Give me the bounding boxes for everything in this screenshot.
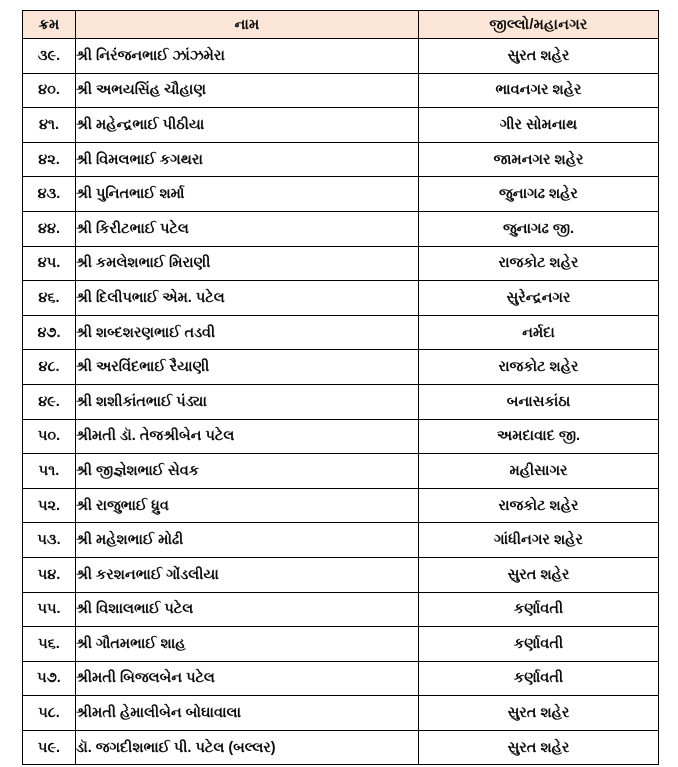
column-header-serial: ક્રમ (23, 11, 76, 39)
cell-name: શ્રી વિશાલભાઈ પટેલ (76, 592, 419, 627)
cell-district: કર્ણાવતી (419, 661, 659, 696)
cell-district: સુરત શહેર (419, 730, 659, 765)
cell-district: અમદાવાદ જી. (419, 419, 659, 454)
cell-name: શ્રીમતી હેમાલીબેન બોઘાવાલા (76, 696, 419, 731)
cell-district: મહીસાગર (419, 454, 659, 489)
table-row (23, 627, 659, 662)
cell-name: શ્રી રાજુભાઈ ધ્રુવ (76, 488, 419, 523)
cell-name: શ્રી અભયસિંહ ચૌહાણ (76, 73, 419, 108)
cell-district: જામનગર શહેર (419, 142, 659, 177)
cell-district: રાજકોટ શહેર (419, 246, 659, 281)
cell-serial: ૪૮. (23, 350, 76, 385)
cell-name: શ્રી દિલીપભાઈ એમ. પટેલ (76, 281, 419, 316)
cell-district: રાજકોટ શહેર (419, 488, 659, 523)
cell-name: ડૉ. જગદીશભાઈ પી. પટેલ (બલ્લર) (76, 730, 419, 765)
cell-serial: ૪૨. (23, 142, 76, 177)
table-row (23, 523, 659, 558)
cell-name: શ્રી મહેન્દ્રભાઈ પીઠીયા (76, 108, 419, 143)
cell-district: નર્મદા (419, 315, 659, 350)
table-row (23, 315, 659, 350)
cell-serial: ૪૧. (23, 108, 76, 143)
table-container (22, 10, 658, 765)
table-row (23, 592, 659, 627)
cell-name: શ્રી વિમલભાઈ કગથરા (76, 142, 419, 177)
cell-district: સુરત શહેર (419, 696, 659, 731)
table-row (23, 246, 659, 281)
cell-district: સુરત શહેર (419, 39, 659, 74)
table-row (23, 108, 659, 143)
cell-name: શ્રી નિરંજનભાઈ ઝાંઝમેરા (76, 39, 419, 74)
cell-serial: ૫૫. (23, 592, 76, 627)
table-row (23, 39, 659, 74)
cell-name: શ્રી કિરીટભાઈ પટેલ (76, 211, 419, 246)
table-row (23, 384, 659, 419)
cell-name: શ્રી જીજ્ઞેશભાઈ સેવક (76, 454, 419, 489)
cell-district: રાજકોટ શહેર (419, 350, 659, 385)
table-row (23, 419, 659, 454)
cell-serial: ૫૬. (23, 627, 76, 662)
table-row (23, 661, 659, 696)
cell-district: ભાવનગર શહેર (419, 73, 659, 108)
cell-name: શ્રી પુનિતભાઈ શર્મા (76, 177, 419, 212)
table-row (23, 142, 659, 177)
cell-district: ગાંધીનગર શહેર (419, 523, 659, 558)
table-row (23, 557, 659, 592)
table-header (23, 11, 659, 39)
cell-name: શ્રીમતી ડૉ. તેજશ્રીબેન પટેલ (76, 419, 419, 454)
cell-serial: ૪૭. (23, 315, 76, 350)
cell-serial: ૫૦. (23, 419, 76, 454)
table-header-row (23, 11, 659, 39)
table-row (23, 454, 659, 489)
cell-name: શ્રી શશીકાંતભાઈ પંડ્યા (76, 384, 419, 419)
cell-name: શ્રીમતી બિજલબેન પટેલ (76, 661, 419, 696)
cell-serial: ૩૯. (23, 39, 76, 74)
cell-serial: ૫૯. (23, 730, 76, 765)
cell-serial: ૪૫. (23, 246, 76, 281)
members-list-table (22, 10, 659, 765)
table-row (23, 211, 659, 246)
cell-serial: ૫૩. (23, 523, 76, 558)
table-row (23, 696, 659, 731)
cell-district: બનાસકાંઠા (419, 384, 659, 419)
table-row (23, 177, 659, 212)
cell-serial: ૫૧. (23, 454, 76, 489)
cell-name: શ્રી શબ્દશરણભાઈ તડવી (76, 315, 419, 350)
table-body (23, 39, 659, 765)
column-header-name: નામ (76, 11, 419, 39)
cell-serial: ૪૦. (23, 73, 76, 108)
table-row (23, 281, 659, 316)
cell-serial: ૪૯. (23, 384, 76, 419)
cell-district: જુનાગઢ શહેર (419, 177, 659, 212)
cell-name: શ્રી અરવિંદભાઈ રૈયાણી (76, 350, 419, 385)
table-row (23, 488, 659, 523)
cell-serial: ૫૭. (23, 661, 76, 696)
cell-district: સુરત શહેર (419, 557, 659, 592)
table-row (23, 730, 659, 765)
cell-district: સુરેન્દ્રનગર (419, 281, 659, 316)
cell-district: ગીર સોમનાથ (419, 108, 659, 143)
cell-name: શ્રી ગૌતમભાઈ શાહ (76, 627, 419, 662)
cell-serial: ૫૪. (23, 557, 76, 592)
cell-serial: ૪૪. (23, 211, 76, 246)
cell-serial: ૪૬. (23, 281, 76, 316)
cell-name: શ્રી મહેશભાઈ મોઢી (76, 523, 419, 558)
cell-district: જુનાગઢ જી. (419, 211, 659, 246)
cell-district: કર્ણાવતી (419, 592, 659, 627)
cell-name: શ્રી કરશનભાઈ ગોંડલીયા (76, 557, 419, 592)
cell-name: શ્રી કમલેશભાઈ મિરાણી (76, 246, 419, 281)
cell-serial: ૫૨. (23, 488, 76, 523)
cell-serial: ૫૮. (23, 696, 76, 731)
cell-serial: ૪૩. (23, 177, 76, 212)
column-header-district: જીલ્લો/મહાનગર (419, 11, 659, 39)
table-row (23, 350, 659, 385)
table-row (23, 73, 659, 108)
cell-district: કર્ણાવતી (419, 627, 659, 662)
